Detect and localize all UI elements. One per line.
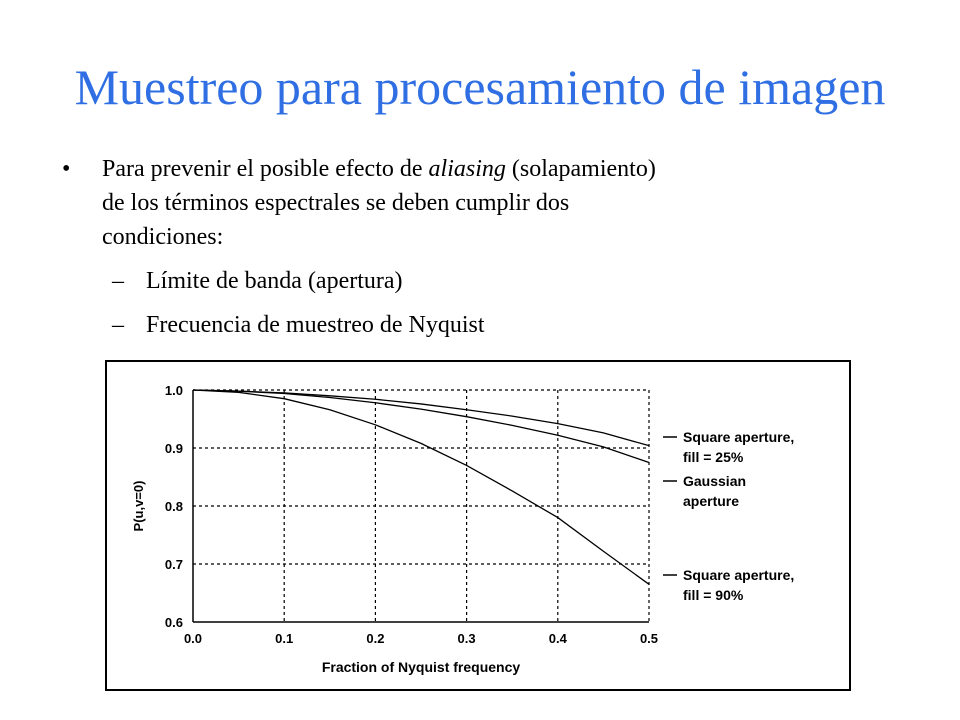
legend-label: Square aperture,: [683, 567, 795, 583]
bullet-text-after: (solapamiento): [505, 156, 656, 182]
y-tick-label: 1.0: [164, 383, 183, 398]
x-tick-label: 0.4: [548, 631, 567, 646]
bullet-line-1: [102, 152, 862, 186]
series-line: [193, 390, 649, 446]
sub-item-label: Límite de banda (apertura): [146, 268, 403, 294]
bullet-item: [62, 152, 862, 254]
legend-label: Gaussian: [683, 473, 747, 489]
series-line: [193, 390, 649, 584]
legend-label: aperture: [683, 493, 740, 509]
sub-item-nyquist: [62, 308, 862, 342]
x-tick-label: 0.0: [183, 631, 203, 646]
sub-dash: –: [112, 268, 124, 294]
bullet-emphasis: aliasing: [428, 156, 506, 182]
slide-title: Muestreo para procesamiento de imagen: [74, 59, 886, 115]
series-line: [193, 390, 649, 463]
x-tick-label: 0.3: [457, 631, 476, 646]
bullet-text-before: Para prevenir el posible efecto de: [102, 156, 429, 182]
bullet-line-2: de los términos espectrales se deben cumplir dos: [102, 190, 570, 216]
y-tick-label: 0.6: [164, 615, 183, 630]
legend-label: fill = 25%: [683, 449, 744, 465]
x-tick-label: 0.1: [275, 631, 294, 646]
bullet-line-3: condiciones:: [102, 224, 224, 250]
x-axis-label: Fraction of Nyquist frequency: [321, 659, 521, 675]
y-tick-label: 0.9: [164, 441, 183, 456]
chart-svg: [107, 362, 849, 689]
sub-item-band-limit: [62, 264, 862, 298]
legend-label: fill = 90%: [683, 587, 744, 603]
y-tick-label: 0.8: [164, 499, 183, 514]
y-tick-label: 0.7: [164, 557, 183, 572]
bullet-symbol: •: [62, 156, 71, 182]
legend-label: Square aperture,: [683, 429, 795, 445]
sub-item-label: Frecuencia de muestreo de Nyquist: [146, 312, 485, 338]
chart-frame: [105, 360, 851, 691]
x-tick-label: 0.5: [639, 631, 659, 646]
bullet-list: [62, 152, 862, 342]
x-tick-label: 0.2: [366, 631, 385, 646]
sub-dash: –: [112, 312, 124, 338]
y-axis-label: P(u,v=0): [131, 480, 146, 532]
